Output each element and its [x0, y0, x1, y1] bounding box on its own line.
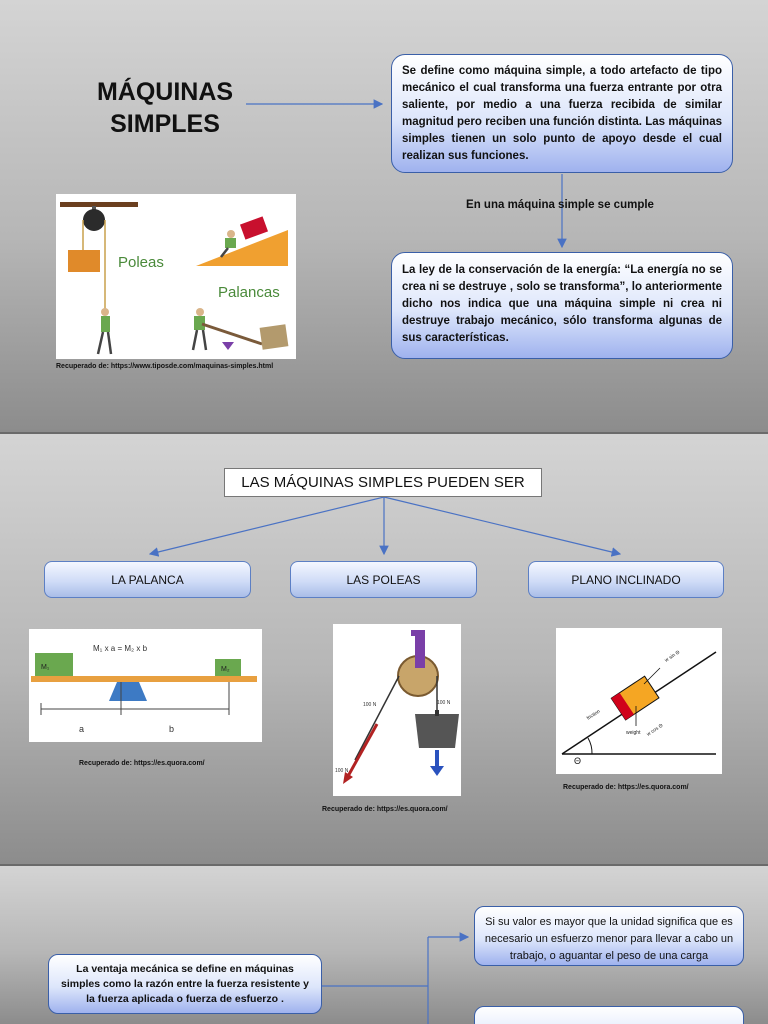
incline-weight: weight	[626, 730, 641, 736]
poleas-palancas-drawing	[56, 194, 296, 359]
greater-than-one-text: Si su valor es mayor que la unidad significa que es necesario un esfuerzo menor para llevar a cabo un trabajo, o aguantar el peso de una carga	[484, 916, 734, 962]
second-result-box	[474, 1006, 744, 1024]
image-caption-1: Recuperado de: https://www.tiposde.com/maquinas-simples.html	[56, 363, 274, 370]
slide-3	[0, 866, 768, 1024]
title-line-2: SIMPLES	[110, 110, 220, 138]
incline-theta: Θ	[574, 756, 582, 766]
pulley-force-left: 100 N	[363, 702, 377, 708]
lever-b-label: b	[169, 724, 175, 734]
lever-drawing	[29, 629, 262, 742]
page-title	[60, 76, 270, 140]
incline-wsin: w sin Θ	[663, 649, 682, 664]
pulley-force-right: 100 N	[437, 700, 451, 706]
greater-than-one-box	[474, 906, 744, 966]
energy-law-text: La ley de la conservación de la energía: “La energía no se crea ni se destruye , solo se transforma”, lo anteriormente dicho nos indica que una máquina simple ni crea ni destruye trabajo mecánico, sólo transforma algunas de sus características.	[402, 264, 722, 344]
section-title: LAS MÁQUINAS SIMPLES PUEDEN SER	[224, 468, 542, 497]
mechanical-advantage-box	[48, 954, 322, 1014]
connector-text: En una máquina simple se cumple	[466, 199, 654, 211]
incline-wcos: w cos Θ	[645, 722, 665, 738]
lever-a-label: a	[79, 724, 85, 734]
definition-text: Se define como máquina simple, a todo artefacto de tipo mecánico el cual transforma una fuerza entrante por otra saliente, por medio a una fuerza recibida de similar magnitud pero reciben una función distinta. Las máquinas simples tienen un solo punto de apoyo desde el cual realizan sus funciones.	[402, 65, 722, 162]
caption-pulley: Recuperado de: https://es.quora.com/	[322, 806, 448, 813]
category-poleas: LAS POLEAS	[290, 561, 477, 598]
caption-lever: Recuperado de: https://es.quora.com/	[79, 760, 205, 767]
category-plano-inclinado: PLANO INCLINADO	[528, 561, 724, 598]
title-line-1: MÁQUINAS	[96, 78, 234, 106]
pulley-drawing	[333, 624, 461, 796]
caption-incline: Recuperado de: https://es.quora.com/	[563, 784, 689, 791]
pulley-force-bottom: 100 N	[335, 768, 349, 774]
definition-box	[391, 54, 733, 173]
simple-machines-illustration	[56, 194, 296, 359]
lever-image	[29, 629, 262, 742]
inclined-plane-image	[556, 628, 722, 774]
incline-friction: friction	[585, 708, 602, 722]
lever-m2: M₂	[221, 666, 230, 673]
slide-2	[0, 434, 768, 864]
mechanical-advantage-text: La ventaja mecánica se define en máquinas simples como la razón entre la fuerza resistente y la fuerza aplicada o fuerza de esfuerzo .	[60, 963, 309, 1005]
palancas-label: Palancas	[218, 284, 280, 301]
inclined-plane-drawing	[556, 628, 722, 774]
slide-1	[0, 0, 768, 432]
pulley-image	[333, 624, 461, 796]
energy-law-box	[391, 252, 733, 359]
lever-m1: M₁	[41, 664, 50, 671]
poleas-label: Poleas	[118, 254, 164, 271]
category-palanca: LA PALANCA	[44, 561, 251, 598]
lever-formula: M₁ x a = M₂ x b	[93, 644, 148, 653]
